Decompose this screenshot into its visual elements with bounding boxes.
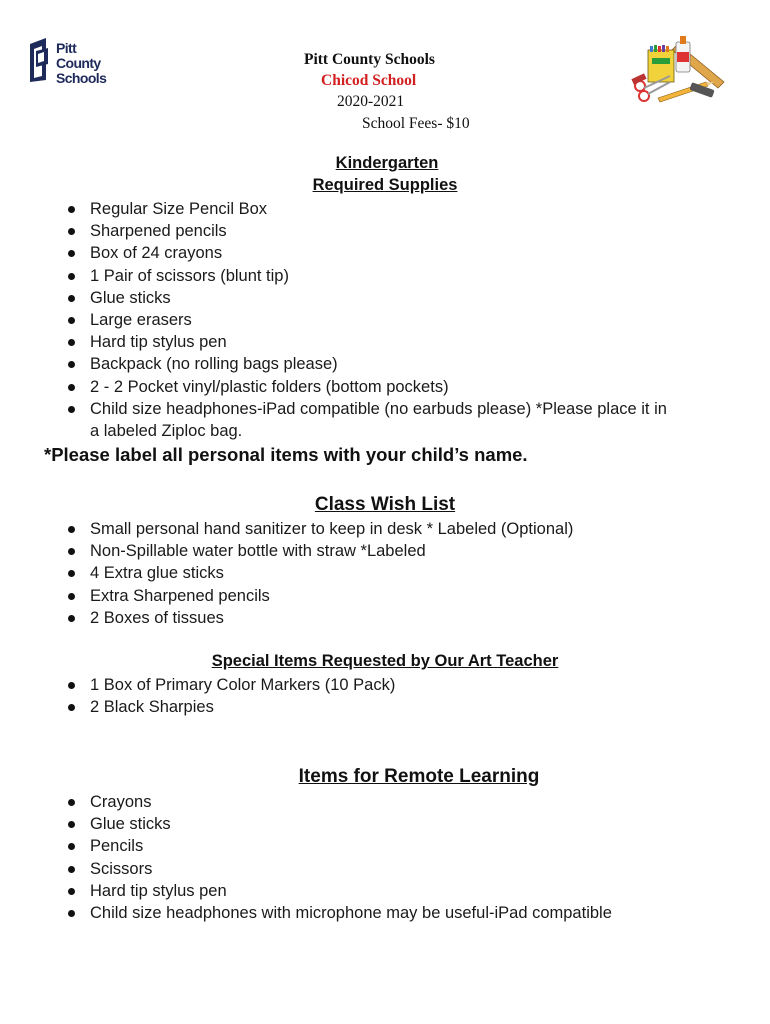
list-item: Backpack (no rolling bags please) — [68, 353, 708, 375]
list-item: Hard tip stylus pen — [68, 331, 708, 353]
list-item: Sharpened pencils — [68, 220, 708, 242]
school-supplies-image — [628, 36, 726, 108]
required-supplies-list — [68, 198, 708, 442]
remote-learning-heading: Items for Remote Learning — [298, 766, 540, 787]
list-item: 1 Box of Primary Color Markers (10 Pack) — [68, 674, 708, 696]
list-item: Large erasers — [68, 309, 708, 331]
list-item: 1 Pair of scissors (blunt tip) — [68, 265, 708, 287]
art-teacher-list — [68, 674, 708, 718]
list-item: 4 Extra glue sticks — [68, 562, 728, 584]
list-item: Small personal hand sanitizer to keep in desk * Labeled (Optional) — [68, 518, 728, 540]
district-name: Pitt County Schools — [304, 51, 435, 68]
art-teacher-heading: Special Items Requested by Our Art Teacher — [211, 652, 559, 670]
list-item: 2 Black Sharpies — [68, 696, 708, 718]
list-item: Child size headphones with microphone may be useful-iPad compatible — [68, 902, 748, 924]
list-item: Box of 24 crayons — [68, 242, 708, 264]
list-item: Crayons — [68, 791, 748, 813]
list-item: Non-Spillable water bottle with straw *Labeled — [68, 540, 728, 562]
list-item: Glue sticks — [68, 287, 708, 309]
pitt-county-schools-logo — [30, 36, 122, 84]
school-fees: School Fees- $10 — [362, 115, 470, 132]
list-item: Child size headphones-iPad compatible (no earbuds please) *Please place it in a labeled Ziploc bag. — [68, 398, 680, 442]
list-item: 2 - 2 Pocket vinyl/plastic folders (bottom pockets) — [68, 376, 708, 398]
class-wish-list-heading: Class Wish List — [314, 494, 456, 515]
list-item: Pencils — [68, 835, 748, 857]
logo-line-2: Schools — [56, 70, 107, 86]
list-item: Hard tip stylus pen — [68, 880, 748, 902]
logo-mark-icon — [30, 36, 52, 82]
list-item: Regular Size Pencil Box — [68, 198, 708, 220]
list-item: Extra Sharpened pencils — [68, 585, 728, 607]
required-supplies-heading: Required Supplies — [312, 176, 458, 194]
list-item: Scissors — [68, 858, 748, 880]
kindergarten-heading: Kindergarten — [335, 154, 439, 172]
logo-text — [56, 41, 122, 86]
school-name: Chicod School — [321, 72, 417, 89]
remote-learning-list — [68, 791, 748, 924]
logo-line-1: Pitt County — [56, 40, 101, 71]
list-item: 2 Boxes of tissues — [68, 607, 728, 629]
label-items-notice: *Please label all personal items with your child’s name. — [44, 444, 528, 465]
list-item: Glue sticks — [68, 813, 748, 835]
school-year: 2020-2021 — [337, 93, 405, 110]
class-wish-list — [68, 518, 728, 629]
